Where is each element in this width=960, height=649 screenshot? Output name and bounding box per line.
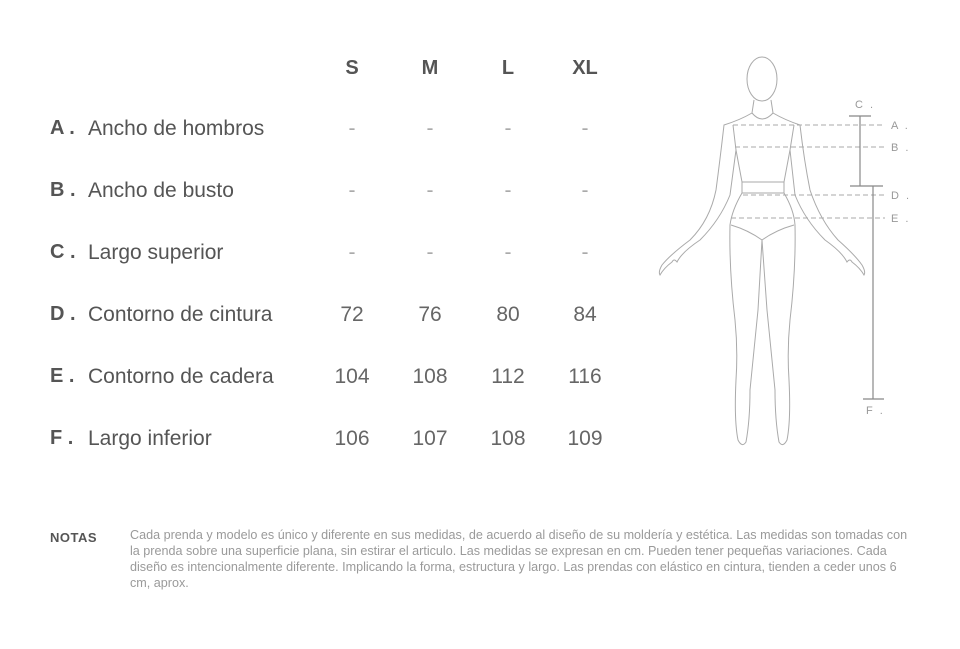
row-name: Contorno de cadera (88, 365, 274, 388)
table-row (0, 427, 640, 457)
cell-value-s: - (348, 117, 356, 140)
cell-value-m: - (426, 117, 434, 140)
length-bars (849, 116, 884, 399)
cell-value-s: - (348, 179, 356, 202)
cell-value-m: 108 (412, 365, 448, 388)
row-name: Ancho de busto (88, 179, 234, 202)
row-letter: B . (50, 179, 76, 201)
cell-value-xl: 116 (568, 365, 602, 388)
cell-value-l: - (504, 179, 512, 202)
cell-value-l: - (504, 117, 512, 140)
cell-value-m: - (426, 241, 434, 264)
table-row (0, 179, 640, 209)
cell-value-s: 106 (334, 427, 370, 450)
cell-value-l: 80 (496, 303, 520, 326)
row-name: Contorno de cintura (88, 303, 273, 326)
cell-value-l: - (504, 241, 512, 264)
cell-value-xl: - (581, 241, 589, 264)
cell-value-xl: 109 (567, 427, 603, 450)
body-measurement-figure (650, 50, 930, 450)
row-letter: A . (50, 117, 75, 139)
notes-title: NOTAS (50, 530, 98, 545)
row-letter: F . (50, 427, 74, 449)
row-letter: D . (50, 303, 76, 325)
notes-text: Cada prenda y modelo es único y diferente en sus medidas, de acuerdo al diseño de su moldería y estética. Las medidas son tomadas con la prenda sobre una superficie plana, sin estirar el articulo. Las medidas se expresan en cm. Pueden tener pequeñas variaciones. Cada diseño es intencionalmente diferente. Implicando la forma, estructura y largo. Las prendas con elástico en cintura, tienden a ceder unos 6 cm, aprox. (130, 528, 908, 590)
row-name: Ancho de hombros (88, 117, 265, 140)
cell-value-xl: - (581, 179, 589, 202)
cell-value-s: - (348, 241, 356, 264)
figure-label-d: D . (891, 190, 912, 202)
cell-value-xl: 84 (573, 303, 597, 326)
body-outline (659, 57, 864, 445)
cell-value-m: 76 (418, 303, 442, 326)
cell-value-s: 104 (334, 365, 370, 388)
size-header-xl: XL (572, 57, 598, 79)
row-name: Largo inferior (88, 427, 212, 450)
size-header-s: S (345, 57, 359, 79)
figure-label-c: C . (855, 99, 876, 111)
row-letter: E . (50, 365, 75, 387)
size-header-l: L (501, 57, 515, 79)
cell-value-s: 72 (340, 303, 364, 326)
table-row (0, 303, 640, 333)
cell-value-l: 108 (490, 427, 526, 450)
size-header-m: M (421, 57, 439, 79)
cell-value-xl: - (581, 117, 589, 140)
figure-label-b: B . (891, 142, 911, 154)
figure-label-f: F . (866, 405, 885, 417)
table-row (0, 117, 640, 147)
cell-value-m: 107 (412, 427, 448, 450)
row-name: Largo superior (88, 241, 224, 264)
figure-label-e: E . (891, 213, 911, 225)
cell-value-l: 112 (491, 365, 525, 388)
figure-label-a: A . (891, 120, 910, 132)
table-row (0, 365, 640, 395)
table-row (0, 241, 640, 271)
row-letter: C . (50, 241, 76, 263)
cell-value-m: - (426, 179, 434, 202)
measurement-lines (731, 125, 885, 218)
